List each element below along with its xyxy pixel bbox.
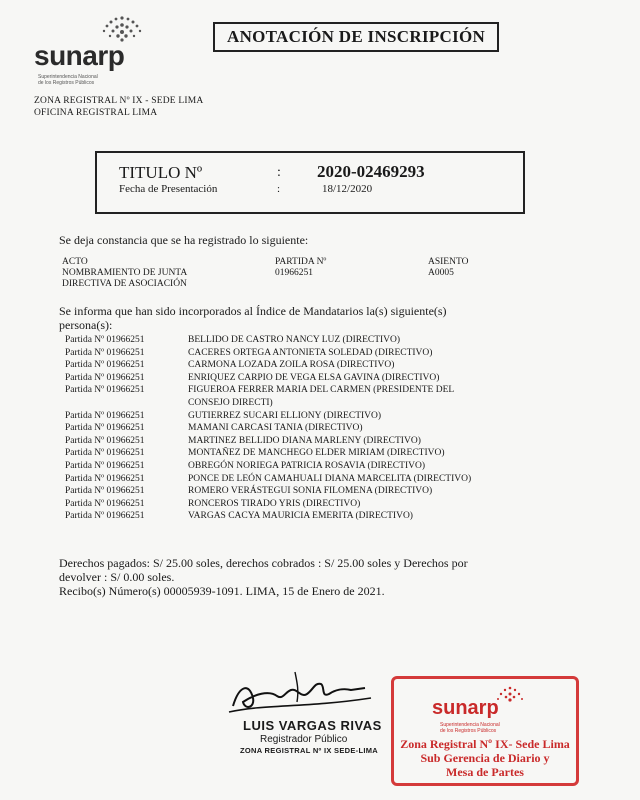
persona-partida: Partida Nº 01966251 <box>65 335 145 345</box>
persona-nombre: CONSEJO DIRECTI) <box>188 397 273 408</box>
persona-nombre: ROMERO VERÁSTEGUI SONIA FILOMENA (DIRECTIVO) <box>188 486 433 497</box>
logo-sub-line: de los Registros Públicos <box>38 80 95 86</box>
persona-nombre: MARTINEZ BELLIDO DIANA MARLENY (DIRECTIVO) <box>188 435 421 446</box>
titulo-number: 2020-02469293 <box>317 162 425 181</box>
persona-partida: Partida Nº 01966251 <box>65 511 145 522</box>
sunarp-logo <box>34 14 134 84</box>
persona-row <box>65 422 545 435</box>
persona-nombre: BELLIDO DE CASTRO NANCY LUZ (DIRECTIVO) <box>188 335 401 345</box>
acto-line: NOMBRAMIENTO DE JUNTA <box>62 268 188 278</box>
persona-nombre: FIGUEROA FERRER MARIA DEL CARMEN (PRESIDENTE DEL <box>188 385 455 396</box>
derechos-section <box>59 556 468 598</box>
persona-row <box>65 397 545 410</box>
persona-row <box>65 359 545 372</box>
intro-text: Se deja constancia que se ha registrado lo siguiente: <box>59 233 309 247</box>
logo-sub-line: Superintendencia Nacional <box>38 74 98 80</box>
persona-partida: Partida Nº 01966251 <box>65 435 145 446</box>
informa-text <box>59 304 447 332</box>
derechos-line: Derechos pagados: S/ 25.00 soles, derechos cobrados : S/ 25.00 soles y Derechos por <box>59 556 468 570</box>
fecha-colon: : <box>277 183 281 195</box>
persona-partida: Partida Nº 01966251 <box>65 473 145 484</box>
acto-header: ACTO <box>62 257 88 267</box>
asiento-value: A0005 <box>428 268 454 278</box>
stamp-line: Mesa de Partes <box>446 765 524 779</box>
informa-line: persona(s): <box>59 318 113 332</box>
persona-partida: Partida Nº 01966251 <box>65 448 145 459</box>
fecha-label: Fecha de Presentación <box>119 183 218 195</box>
persona-partida: Partida Nº 01966251 <box>65 360 145 371</box>
derechos-line: devolver : S/ 0.00 soles. <box>59 570 175 584</box>
persona-row <box>65 347 545 360</box>
persona-nombre: MAMANI CARCASI TANIA (DIRECTIVO) <box>188 423 363 434</box>
persona-nombre: OBREGÓN NORIEGA PATRICIA ROSAVIA (DIRECTIVO) <box>188 460 425 471</box>
persona-row <box>65 510 545 523</box>
partida-value: 01966251 <box>275 268 313 278</box>
persona-nombre: CARMONA LOZADA ZOILA ROSA (DIRECTIVO) <box>188 360 395 371</box>
persona-partida: Partida Nº 01966251 <box>65 423 145 434</box>
document-title: ANOTACIÓN DE INSCRIPCIÓN <box>213 22 499 52</box>
informa-line: Se informa que han sido incorporados al Índice de Mandatarios la(s) siguiente(s) <box>59 304 447 318</box>
office-info <box>34 95 203 119</box>
persona-row <box>65 435 545 448</box>
asiento-header: ASIENTO <box>428 257 469 267</box>
signature-name: LUIS VARGAS RIVAS <box>243 718 382 733</box>
persona-partida: Partida Nº 01966251 <box>65 486 145 497</box>
asiento-column <box>428 257 468 279</box>
stamp-logo-word: sunarp <box>432 697 499 719</box>
persona-row <box>65 473 545 486</box>
partida-column <box>275 257 326 279</box>
persona-row <box>65 498 545 511</box>
persona-partida: Partida Nº 01966251 <box>65 460 145 471</box>
persona-row <box>65 485 545 498</box>
partida-header: PARTIDA Nº <box>275 257 327 267</box>
persona-row <box>65 334 545 347</box>
persona-partida: Partida Nº 01966251 <box>65 385 145 396</box>
persona-nombre: CACERES ORTEGA ANTONIETA SOLEDAD (DIRECTIVO) <box>188 347 433 358</box>
stamp-sub-line: de los Registros Públicos <box>440 728 497 734</box>
office-line: OFICINA REGISTRAL LIMA <box>34 108 158 118</box>
stamp-sub-line: Superintendencia Nacional <box>440 722 500 728</box>
recibo-line: Recibo(s) Número(s) 00005939-1091. LIMA, 15 de Enero de 2021. <box>59 584 385 598</box>
stamp-line: Zona Registral Nº IX- Sede Lima <box>400 737 570 751</box>
acto-column <box>62 257 187 290</box>
acto-line: DIRECTIVA DE ASOCIACIÓN <box>62 279 187 289</box>
persona-partida: Partida Nº 01966251 <box>65 410 145 421</box>
titulo-label: TITULO Nº <box>119 163 203 182</box>
signature-role: Registrador Público <box>260 734 348 745</box>
office-line: ZONA REGISTRAL Nº IX - SEDE LIMA <box>34 96 204 106</box>
stamp-logo-sub <box>440 722 500 734</box>
persona-nombre: MONTAÑEZ DE MANCHEGO ELDER MIRIAM (DIRECTIVO) <box>188 448 445 459</box>
persona-row <box>65 384 545 397</box>
logo-wordmark: sunarp <box>34 40 125 71</box>
fecha-value: 18/12/2020 <box>322 183 373 195</box>
personas-list <box>65 334 545 523</box>
persona-partida: Partida Nº 01966251 <box>65 372 145 383</box>
persona-row <box>65 372 545 385</box>
logo-subtitle <box>38 74 98 86</box>
persona-nombre: GUTIERREZ SUCARI ELLIONY (DIRECTIVO) <box>188 410 382 421</box>
signature-zone: ZONA REGISTRAL Nº IX SEDE-LIMA <box>240 746 378 755</box>
signature-scribble <box>225 668 375 718</box>
persona-nombre: PONCE DE LEÓN CAMAHUALI DIANA MARCELITA (DIRECTIVO) <box>188 473 472 484</box>
registry-stamp <box>391 676 579 786</box>
persona-nombre: VARGAS CACYA MAURICIA EMERITA (DIRECTIVO) <box>188 511 413 522</box>
persona-partida: Partida Nº 01966251 <box>65 498 145 509</box>
stamp-text <box>394 737 576 779</box>
persona-row <box>65 447 545 460</box>
stamp-line: Sub Gerencia de Diario y <box>420 751 550 765</box>
persona-row <box>65 410 545 423</box>
persona-nombre: RONCEROS TIRADO YRIS (DIRECTIVO) <box>188 498 361 509</box>
persona-row <box>65 460 545 473</box>
titulo-colon: : <box>277 165 281 180</box>
persona-nombre: ENRIQUEZ CARPIO DE VEGA ELSA GAVINA (DIRECTIVO) <box>188 372 440 383</box>
titulo-box <box>95 151 525 214</box>
persona-partida: Partida Nº 01966251 <box>65 347 145 358</box>
